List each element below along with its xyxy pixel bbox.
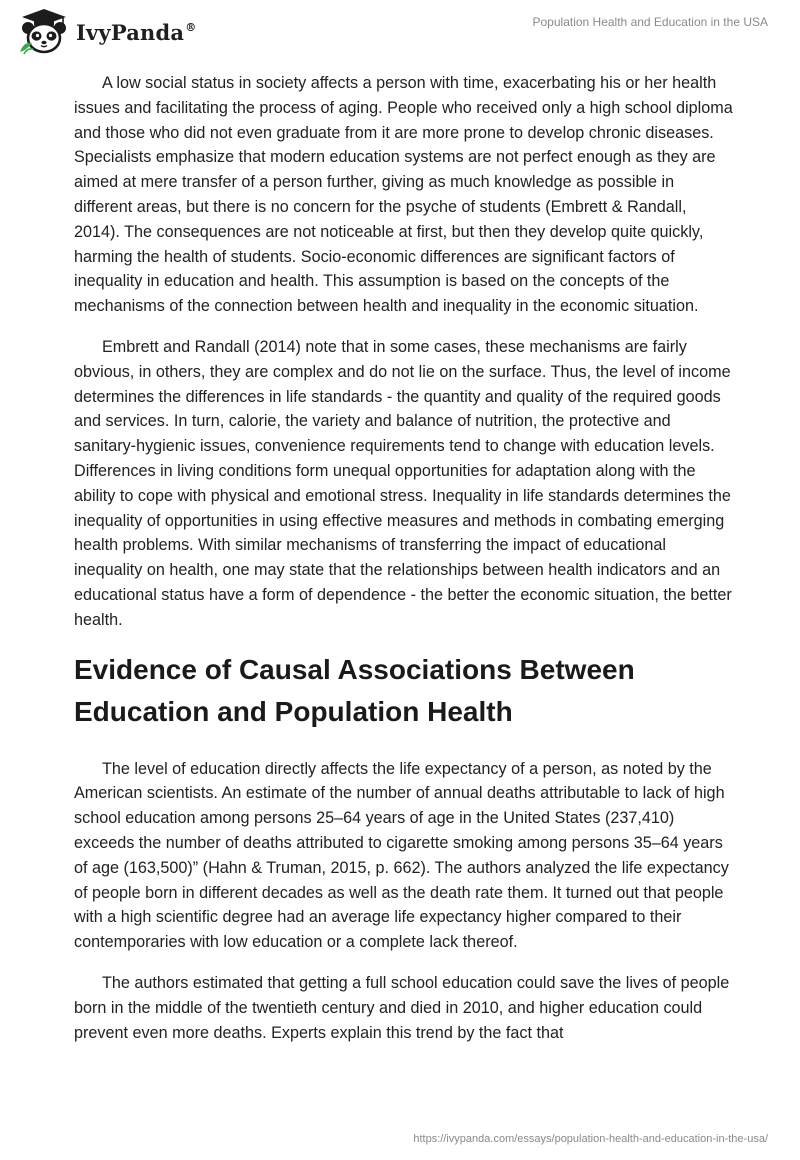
brand-name	[76, 20, 196, 45]
body-paragraph: A low social status in society affects a person with time, exacerbating his or her health issues and facilitating the process of aging. People who received only a high school diploma and those who did not even graduate from it are more prone to develop chronic diseases. Specialists emphasize that modern education systems are not perfect enough as they are aimed at mere transfer of a person further, giving as much knowledge as possible in different areas, but there is no concern for the psyche of students (Embrett & Randall, 2014). The consequences are not noticeable at first, but then they develop quite quickly, harming the health of students. Socio-economic differences are significant factors of inequality in education and health. This assumption is based on the concepts of the mechanisms of the connection between health and inequality in the economic situation.	[74, 74, 733, 316]
registered-mark: ®	[185, 20, 197, 34]
page-header	[0, 0, 800, 60]
document-title: Population Health and Education in the USA	[532, 15, 768, 29]
body-paragraph: Embrett and Randall (2014) note that in some cases, these mechanisms are fairly obvious, in others, they are complex and do not lie on the surface. Thus, the level of income determines the differences in life standards - the quantity and quality of the required goods and services. In turn, calorie, the variety and balance of nutrition, the protective and sanitary-hygienic issues, convenience requirements tend to change with education levels. Differences in living conditions form unequal opportunities for adaptation along with the ability to cope with physical and emotional stress. Inequality in life standards determines the inequality of opportunities in using effective measures and methods in combating emerging health problems. With similar mechanisms of transferring the impact of educational inequality on health, one may state that the relationships between health indicators and an educational status have a form of dependence - the better the economic situation, the better health.	[74, 337, 732, 629]
essay-content	[74, 71, 734, 1061]
panda-graduate-icon	[14, 8, 74, 56]
ivypanda-logo[interactable]	[14, 8, 196, 56]
source-url[interactable]: https://ivypanda.com/essays/population-health-and-education-in-the-usa/	[413, 1133, 768, 1145]
body-paragraph: The level of education directly affects the life expectancy of a person, as noted by the American scientists. An estimate of the number of annual deaths attributable to lack of high school education among persons 25–64 years of age in the United States (237,410) exceeds the number of deaths attributed to cigarette smoking among persons 35–64 years of age (163,500)” (Hahn & Truman, 2015, p. 662). The authors analyzed the life expectancy of people born in different decades as well as the death rate them. It turned out that people with a high scientific degree had an average life expectancy higher compared to their contemporaries with low education or a complete lack thereof.	[74, 759, 729, 952]
body-paragraph: The authors estimated that getting a full school education could save the lives of people born in the middle of the twentieth century and died in 2010, and higher education could prevent even more deaths. Experts explain this trend by the fact that	[74, 973, 730, 1042]
brand-name-text: IvyPanda	[76, 19, 185, 45]
section-heading: Evidence of Causal Associations Between Education and Population Health	[74, 653, 635, 727]
